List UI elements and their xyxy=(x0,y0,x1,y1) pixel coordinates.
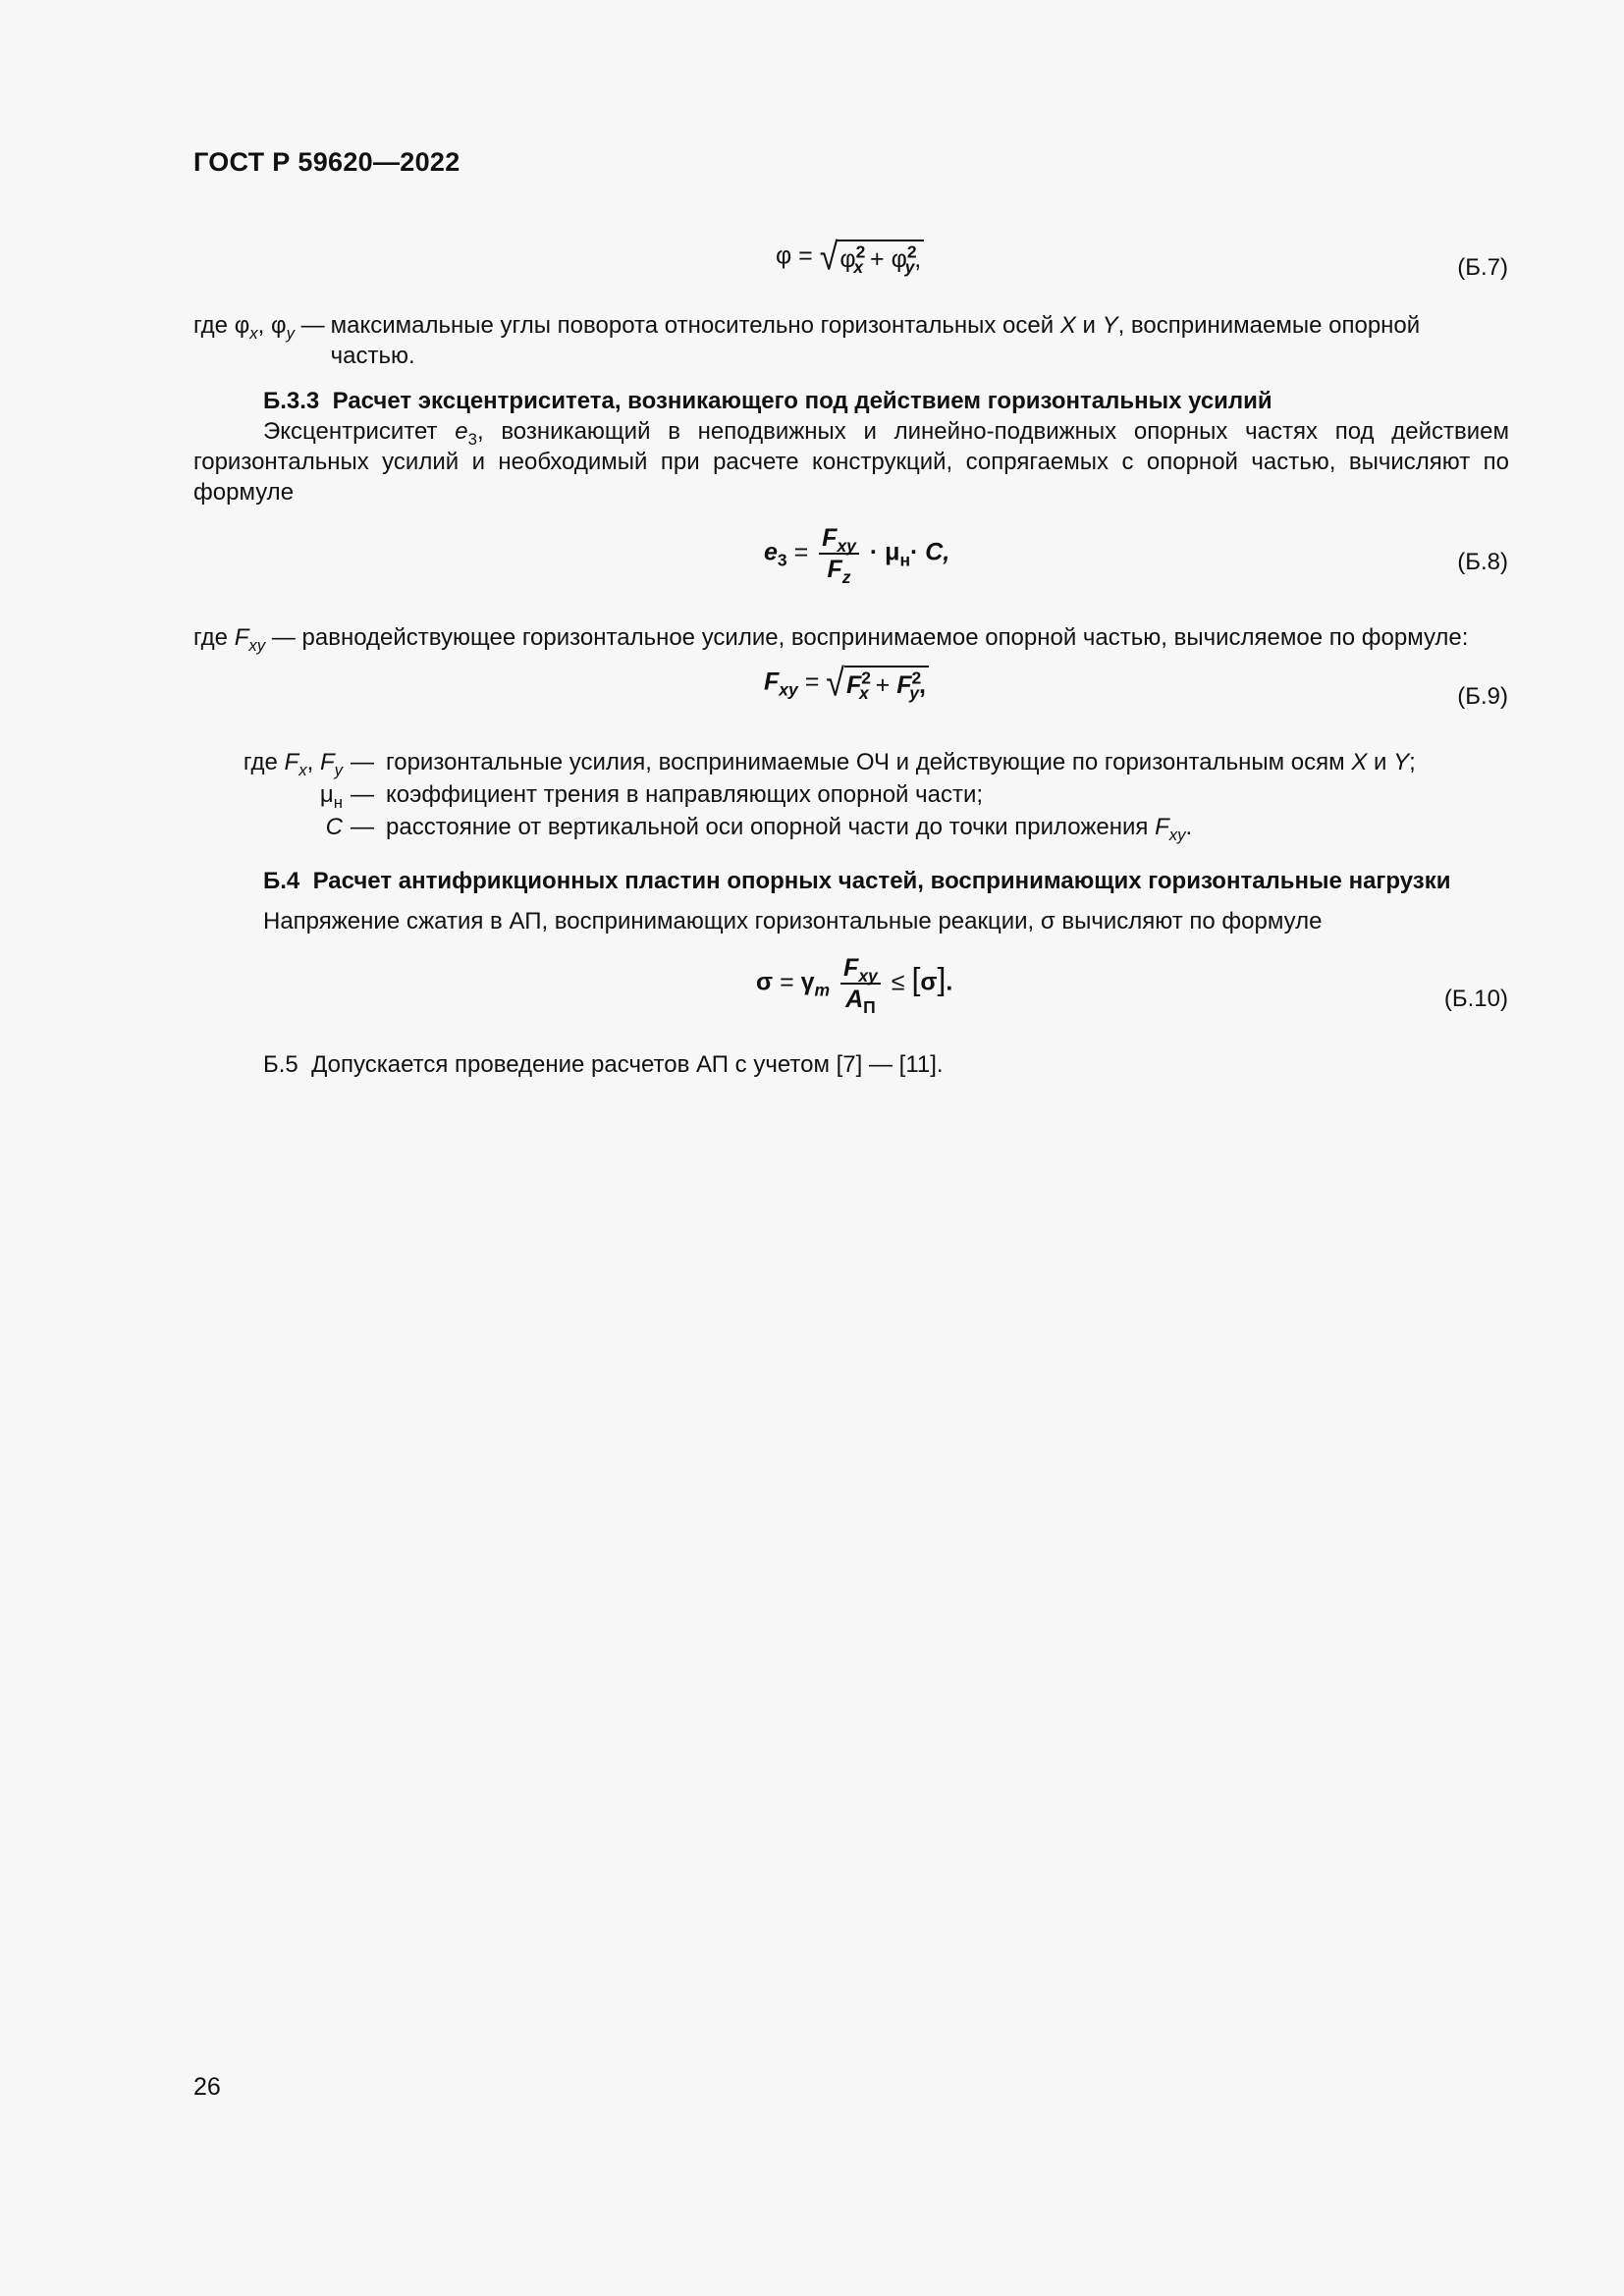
formula-symbol: φ xyxy=(776,241,792,270)
formula-bracket: [ xyxy=(911,961,921,997)
where-b7 xyxy=(193,310,1509,371)
where-lead: где xyxy=(243,749,278,775)
formula-symbol: F xyxy=(843,954,859,982)
paragraph-text: Напряжение сжатия в АП, воспринимающих горизонтальные реакции, xyxy=(263,908,1035,934)
formula-symbol: F xyxy=(284,749,299,775)
formula-symbol: C xyxy=(325,814,343,840)
formula-symbol: F xyxy=(234,624,249,651)
where-lead: где xyxy=(193,312,229,339)
document-code-header: ГОСТ Р 59620—2022 xyxy=(193,147,460,177)
formula-subscript: y xyxy=(286,323,295,343)
formula-subscript: н xyxy=(899,550,911,570)
definition-text: максимальные углы поворота относительно горизонтальных осей xyxy=(330,312,1055,339)
axis-label: Y xyxy=(1102,312,1118,339)
where-lead: где xyxy=(193,624,229,651)
radicand xyxy=(844,666,929,701)
formula-punctuation: , xyxy=(943,538,950,566)
paragraph-text: Эксцентриситет xyxy=(263,418,438,445)
fraction-numerator xyxy=(819,524,859,555)
definition-text-part: горизонтальные усилия, воспринимаемые ОЧ и действующие по горизонтальным осям xyxy=(386,749,1345,775)
formula-symbol: F xyxy=(764,667,780,696)
formula-symbol: F xyxy=(827,556,842,583)
formula-symbol: σ xyxy=(920,968,938,996)
formula-symbol: A xyxy=(845,986,864,1013)
formula-punctuation: . xyxy=(1185,814,1193,840)
axis-label: Y xyxy=(1393,749,1410,775)
section-title: Расчет эксцентриситета, возникающего под действием горизонтальных усилий xyxy=(332,388,1272,414)
formula-operator: · xyxy=(910,538,919,566)
formula-exponent: 2 xyxy=(911,667,922,688)
formula-b9 xyxy=(764,662,929,705)
formula-symbol: F xyxy=(896,671,912,699)
equation-number-b8: (Б.8) xyxy=(1457,549,1508,575)
formula-subscript: y xyxy=(334,760,343,779)
where-b8 xyxy=(193,622,1509,653)
formula-punctuation: , xyxy=(914,245,922,273)
formula-exponent: 2 xyxy=(861,667,871,688)
formula-subscript: xy xyxy=(248,635,266,655)
formula-subscript: m xyxy=(814,980,831,1000)
section-heading-b33 xyxy=(263,386,1272,416)
formula-subscript: y xyxy=(909,683,919,703)
definition-row xyxy=(193,747,1509,779)
section-title: Расчет антифрикционных пластин опорных частей, воспринимающих горизонтальные нагрузки xyxy=(312,868,1451,894)
conjunction: и xyxy=(1374,749,1387,775)
formula-symbol: φ xyxy=(839,245,856,273)
formula-subscript: 3 xyxy=(467,429,477,449)
radicand xyxy=(838,240,924,275)
formula-punctuation: . xyxy=(946,968,953,996)
definition-dash: — xyxy=(351,781,374,808)
definition-text: , воспринимаемые опорной xyxy=(1117,312,1421,339)
definitions-b9 xyxy=(193,747,1509,844)
definition-row xyxy=(193,812,1509,844)
formula-symbol: φ xyxy=(234,312,250,339)
formula-operator: · xyxy=(869,538,879,566)
paragraph-b5 xyxy=(263,1049,944,1080)
formula-b10 xyxy=(756,954,953,1017)
formula-b8 xyxy=(764,524,950,587)
paragraph-text: Допускается проведение расчетов АП с учетом [7] — [11]. xyxy=(311,1051,944,1078)
formula-operator: + xyxy=(870,245,885,273)
formula-symbol: σ xyxy=(756,968,774,996)
formula-subscript: 3 xyxy=(777,550,787,570)
definition-text-part: ; xyxy=(1409,749,1416,775)
formula-symbol: φ xyxy=(271,312,287,339)
radical-sign-icon: √ xyxy=(819,236,839,279)
definition-term xyxy=(193,747,351,777)
fraction-denominator xyxy=(842,985,879,1017)
where-term xyxy=(193,310,331,371)
formula-exponent: 2 xyxy=(906,241,917,262)
formula-symbol: F xyxy=(822,524,838,552)
formula-symbol: μ xyxy=(885,538,900,566)
formula-b7 xyxy=(776,236,924,279)
section-number: Б.4 xyxy=(263,868,300,894)
formula-subscript: П xyxy=(863,997,876,1017)
formula-symbol: σ xyxy=(1040,908,1056,934)
formula-symbol: γ xyxy=(800,968,815,996)
section-number: Б.3.3 xyxy=(263,388,320,414)
paragraph-b33 xyxy=(193,416,1509,507)
fraction xyxy=(840,954,881,1017)
formula-subscript: x xyxy=(249,323,258,343)
formula-punctuation: , xyxy=(918,671,926,699)
formula-operator: = xyxy=(804,667,820,696)
section-heading-b4 xyxy=(263,866,1450,896)
formula-subscript: x xyxy=(298,760,307,779)
formula-operator: ≤ xyxy=(891,968,905,996)
definition-text-part: расстояние от вертикальной оси опорной части до точки приложения xyxy=(386,814,1149,840)
definition-row xyxy=(193,779,1509,812)
formula-subscript: xy xyxy=(779,679,798,700)
axis-label: X xyxy=(1351,749,1368,775)
formula-subscript: z xyxy=(841,567,851,587)
formula-symbol: φ xyxy=(891,245,907,273)
separator: , xyxy=(257,312,265,339)
formula-subscript: y xyxy=(904,257,915,277)
formula-operator: = xyxy=(798,241,813,270)
formula-symbol: μ xyxy=(319,781,334,808)
formula-operator: + xyxy=(875,671,891,699)
definition-text xyxy=(386,812,1509,842)
paragraph-text: , возникающий в неподвижных и линейно-подвижных опорных частях под действием горизонтальных усилий и необходимый при расчете конструкций, сопрягаемых с опорной частью, вычисляют по формуле xyxy=(193,418,1509,506)
equation-number-b7: (Б.7) xyxy=(1457,254,1508,281)
equation-number-b10: (Б.10) xyxy=(1443,986,1508,1012)
definition-dash: — xyxy=(351,749,374,775)
formula-subscript: xy xyxy=(858,966,878,986)
definition-text: коэффициент трения в направляющих опорной части; xyxy=(386,781,984,808)
axis-label: X xyxy=(1059,312,1076,339)
page-number: 26 xyxy=(193,2073,221,2101)
square-root xyxy=(819,236,925,279)
formula-subscript: н xyxy=(333,792,343,812)
formula-symbol: F xyxy=(845,671,862,699)
formula-subscript: xy xyxy=(1168,825,1186,844)
formula-symbol: e xyxy=(764,538,778,566)
paragraph-b4 xyxy=(263,906,1322,936)
definition-dash: — xyxy=(351,814,374,840)
formula-bracket: ] xyxy=(937,961,947,997)
formula-symbol: F xyxy=(319,749,335,775)
definition-term xyxy=(193,779,351,810)
paragraph-text: вычисляют по формуле xyxy=(1061,908,1323,934)
definition-text: частью. xyxy=(330,343,415,369)
formula-symbol: F xyxy=(1155,814,1169,840)
paragraph-number: Б.5 xyxy=(263,1051,298,1078)
fraction-numerator xyxy=(840,954,881,985)
equation-number-b9: (Б.9) xyxy=(1457,683,1508,710)
formula-subscript: xy xyxy=(837,536,856,556)
definition-text xyxy=(386,747,1509,777)
fraction-denominator xyxy=(825,555,854,587)
formula-subscript: x xyxy=(853,257,864,277)
formula-symbol: C xyxy=(925,538,944,566)
formula-subscript: x xyxy=(858,683,869,703)
fraction xyxy=(819,524,859,587)
formula-operator: = xyxy=(793,538,809,566)
formula-operator: = xyxy=(780,968,794,996)
formula-exponent: 2 xyxy=(855,241,866,262)
square-root xyxy=(826,662,929,705)
formula-symbol: e xyxy=(455,418,468,445)
definition-dash: — xyxy=(300,312,325,339)
definition-text: — равнодействующее горизонтальное усилие, воспринимаемое опорной частью, вычисляемое по формуле: xyxy=(271,624,1469,651)
conjunction: и xyxy=(1082,312,1096,339)
definition-term xyxy=(193,812,351,842)
where-definition xyxy=(331,310,1509,371)
radical-sign-icon: √ xyxy=(826,662,844,705)
separator: , xyxy=(306,749,314,775)
